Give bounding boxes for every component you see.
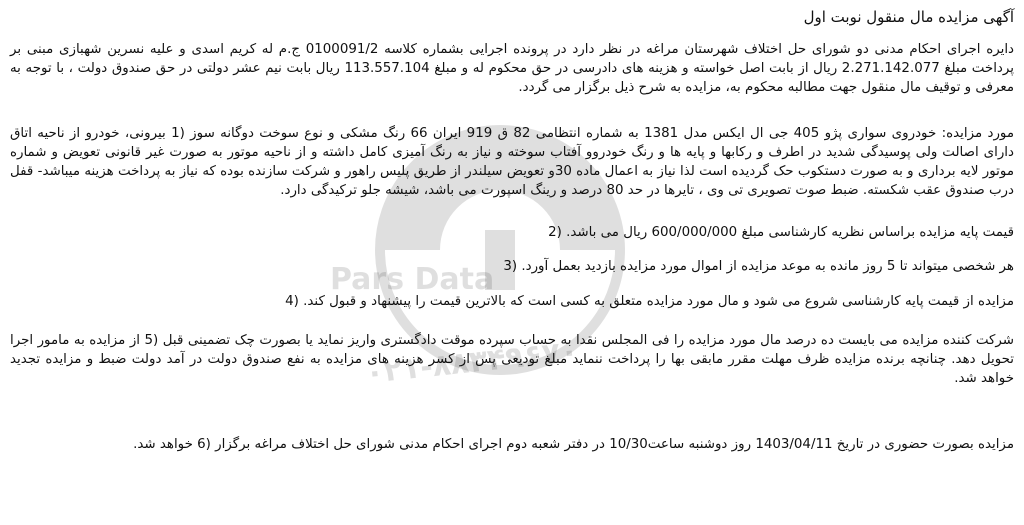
notice-title: آگهی مزایده مال منقول نوبت اول xyxy=(803,8,1014,26)
watermark-phone: ۰۲۱-۸۸۳۴۹۶۷۰ xyxy=(363,333,581,392)
notice-item-2: قیمت پایه مزایده براساس نظریه کارشناسی مبلغ 600/000/000 ریال می باشد. (2 xyxy=(548,225,1014,240)
notice-item-5: شرکت کننده مزایده می بایست ده درصد مال مورد مزایده را فی المجلس نقدا به حساب سپرده موقت دادگستری واریز نماید یا بصورت چک تضمینی قبل (5 از مزایده به مامور اجرا تحویل دهد. چنانچه برنده مزایده ظرف مهلت مقرر مابقی بها را پرداخت ننماید مبلغ تودیعی پس از کسر هزینه های مزایده به نفع صندوق دولت در آمد دولت ضبط و مزایده تجدید خواهد شد. xyxy=(10,333,1014,386)
notice-item-4: مزایده از قیمت پایه کارشناسی شروع می شود و مال مورد مزایده متعلق به کسی است که بالاترین قیمت را پیشنهاد و قبول کند. (4 xyxy=(285,294,1014,309)
notice-item-6: مزایده بصورت حضوری در تاریخ 1403/04/11 روز دوشنبه ساعت10/30 در دفتر شعبه دوم اجرای احکام مدنی شورای حل اختلاف مراغه برگزار (6 خواهد شد. xyxy=(133,437,1014,452)
notice-item-3: هر شخصی میتواند تا 5 روز مانده به موعد مزایده از اموال مورد مزایده بازدید بعمل آورد. (3 xyxy=(503,259,1014,274)
watermark-brand: Pars Data xyxy=(330,262,495,297)
notice-intro: دایره اجرای احکام مدنی دو شورای حل اختلاف شهرستان مراغه در نظر دارد در پرونده اجرایی بشماره کلاسه 0100091/2 ج.م له کریم اسدی و علیه نسرین شهبازی مبنی بر پرداخت مبلغ 2.271.142.077 ریال از بابت اصل خواسته و هزینه های دادرسی در حق محکوم له و مبلغ 113.557.104 ریال بابت نیم عشر دولتی در حق صندوق دولت ، با توجه به معرفی و توقیف مال منقول جهت مطالبه محکوم به، مزایده به شرح ذیل برگزار می گردد. xyxy=(10,42,1015,95)
notice-item-1: مورد مزایده: خودروی سواری پژو 405 جی ال ایکس مدل 1381 به شماره انتظامی 82 ق 919 ایران 66 رنگ مشکی و نوع سوخت دوگانه سوز (1 بیرونی، خودرو از ناحیه اتاق دارای اصالت ولی پوسیدگی شدید در اطرف و رکابها و پایه ها و رنگ خودروو آفتاب سوخته و نیاز به رنگ آمیزی کامل داشته و از ناحیه موتور به صورت غیر قانونی تعویض و شماره موتور لایه برداری و به صورت دستکوب حک گردیده است لذا نیاز به اعمال ماده 30و تعویض سیلندر از طریق پلیس راهور و شرکت سازنده بوده که نیاز به پرداخت هزینه میباشد- قفل درب صندوق عقب شکسته. ضبط صوت تصویری تی وی ، تایرها در حد 80 درصد و رینگ اسپورت می باشد، شیشه جلو ترکیدگی دارد. xyxy=(10,126,1015,198)
